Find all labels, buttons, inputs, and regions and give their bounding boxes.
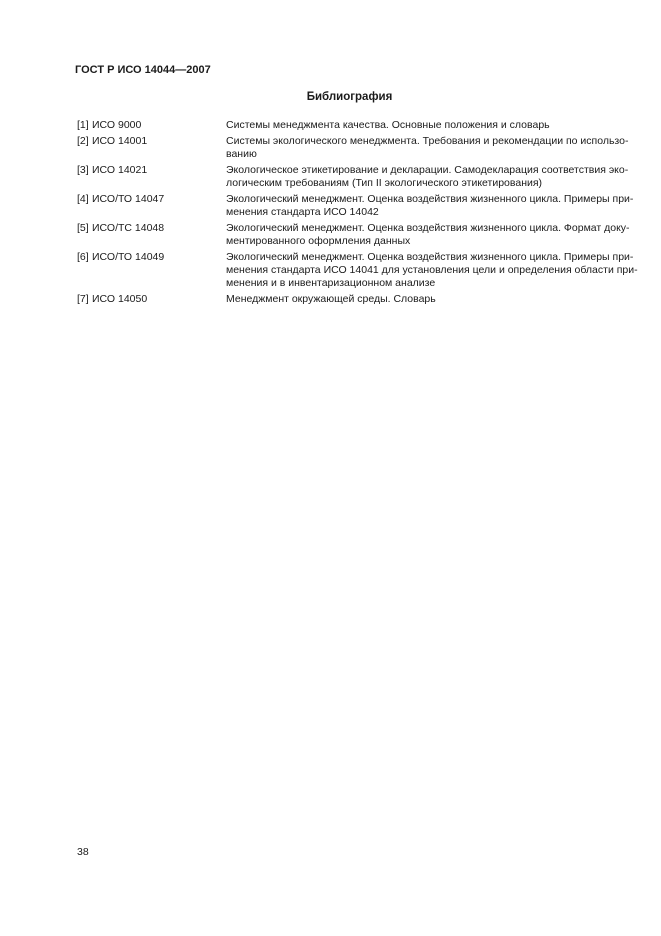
bibliography-list (77, 119, 638, 309)
entry-ref-number: [7] (77, 293, 89, 305)
entry-description-line: ванию (226, 148, 257, 160)
entry-description (226, 164, 629, 190)
entry-description-line: менения и в инвентаризационном анализе (226, 277, 436, 289)
entry-ref-number: [4] (77, 193, 89, 205)
entry-description-line: Менеджмент окружающей среды. Словарь (226, 293, 436, 305)
bibliography-entry (77, 119, 622, 132)
entry-description-line: ментированного оформления данных (226, 235, 411, 247)
entry-description (226, 193, 634, 219)
entry-description-line: Экологическое этикетирование и декларации. Самодекларация соответствия эко- (226, 164, 629, 176)
entry-standard-code: ИСО/ТО 14049 (92, 251, 165, 263)
bibliography-entry (77, 251, 638, 290)
entry-description (226, 293, 622, 306)
entry-description-line: Экологический менеджмент. Оценка воздействия жизненного цикла. Формат доку- (226, 222, 630, 234)
entry-ref-number: [1] (77, 119, 89, 131)
entry-description-line: логическим требованиям (Тип II экологического этикетирования) (226, 177, 543, 189)
page-number: 38 (77, 846, 89, 858)
entry-description (226, 119, 622, 132)
bibliography-entry (77, 222, 630, 248)
entry-ref-number: [5] (77, 222, 89, 234)
entry-ref-number: [3] (77, 164, 89, 176)
entry-standard-code: ИСО 9000 (92, 119, 142, 131)
entry-standard-code: ИСО 14050 (92, 293, 148, 305)
entry-standard-code: ИСО 14021 (92, 164, 148, 176)
entry-description-line: Экологический менеджмент. Оценка воздействия жизненного цикла. Примеры при- (226, 251, 634, 263)
bibliography-entry (77, 135, 629, 161)
entry-ref-number: [6] (77, 251, 89, 263)
bibliography-entry (77, 293, 622, 306)
entry-description (226, 135, 629, 161)
document-header: ГОСТ Р ИСО 14044—2007 (75, 64, 211, 76)
entry-description-line: Системы экологического менеджмента. Требования и рекомендации по использо- (226, 135, 629, 147)
entry-description-line: менения стандарта ИСО 14041 для установления цели и определения области при- (226, 264, 638, 276)
entry-description (226, 222, 630, 248)
bibliography-entry (77, 193, 634, 219)
bibliography-entry (77, 164, 629, 190)
page-title: Библиография (306, 91, 393, 103)
entry-ref-number: [2] (77, 135, 89, 147)
entry-description-line: Системы менеджмента качества. Основные положения и словарь (226, 119, 550, 131)
entry-description (226, 251, 638, 290)
entry-standard-code: ИСО/ТС 14048 (92, 222, 165, 234)
entry-description-line: менения стандарта ИСО 14042 (226, 206, 379, 218)
entry-standard-code: ИСО/ТО 14047 (92, 193, 165, 205)
entry-standard-code: ИСО 14001 (92, 135, 148, 147)
entry-description-line: Экологический менеджмент. Оценка воздействия жизненного цикла. Примеры при- (226, 193, 634, 205)
